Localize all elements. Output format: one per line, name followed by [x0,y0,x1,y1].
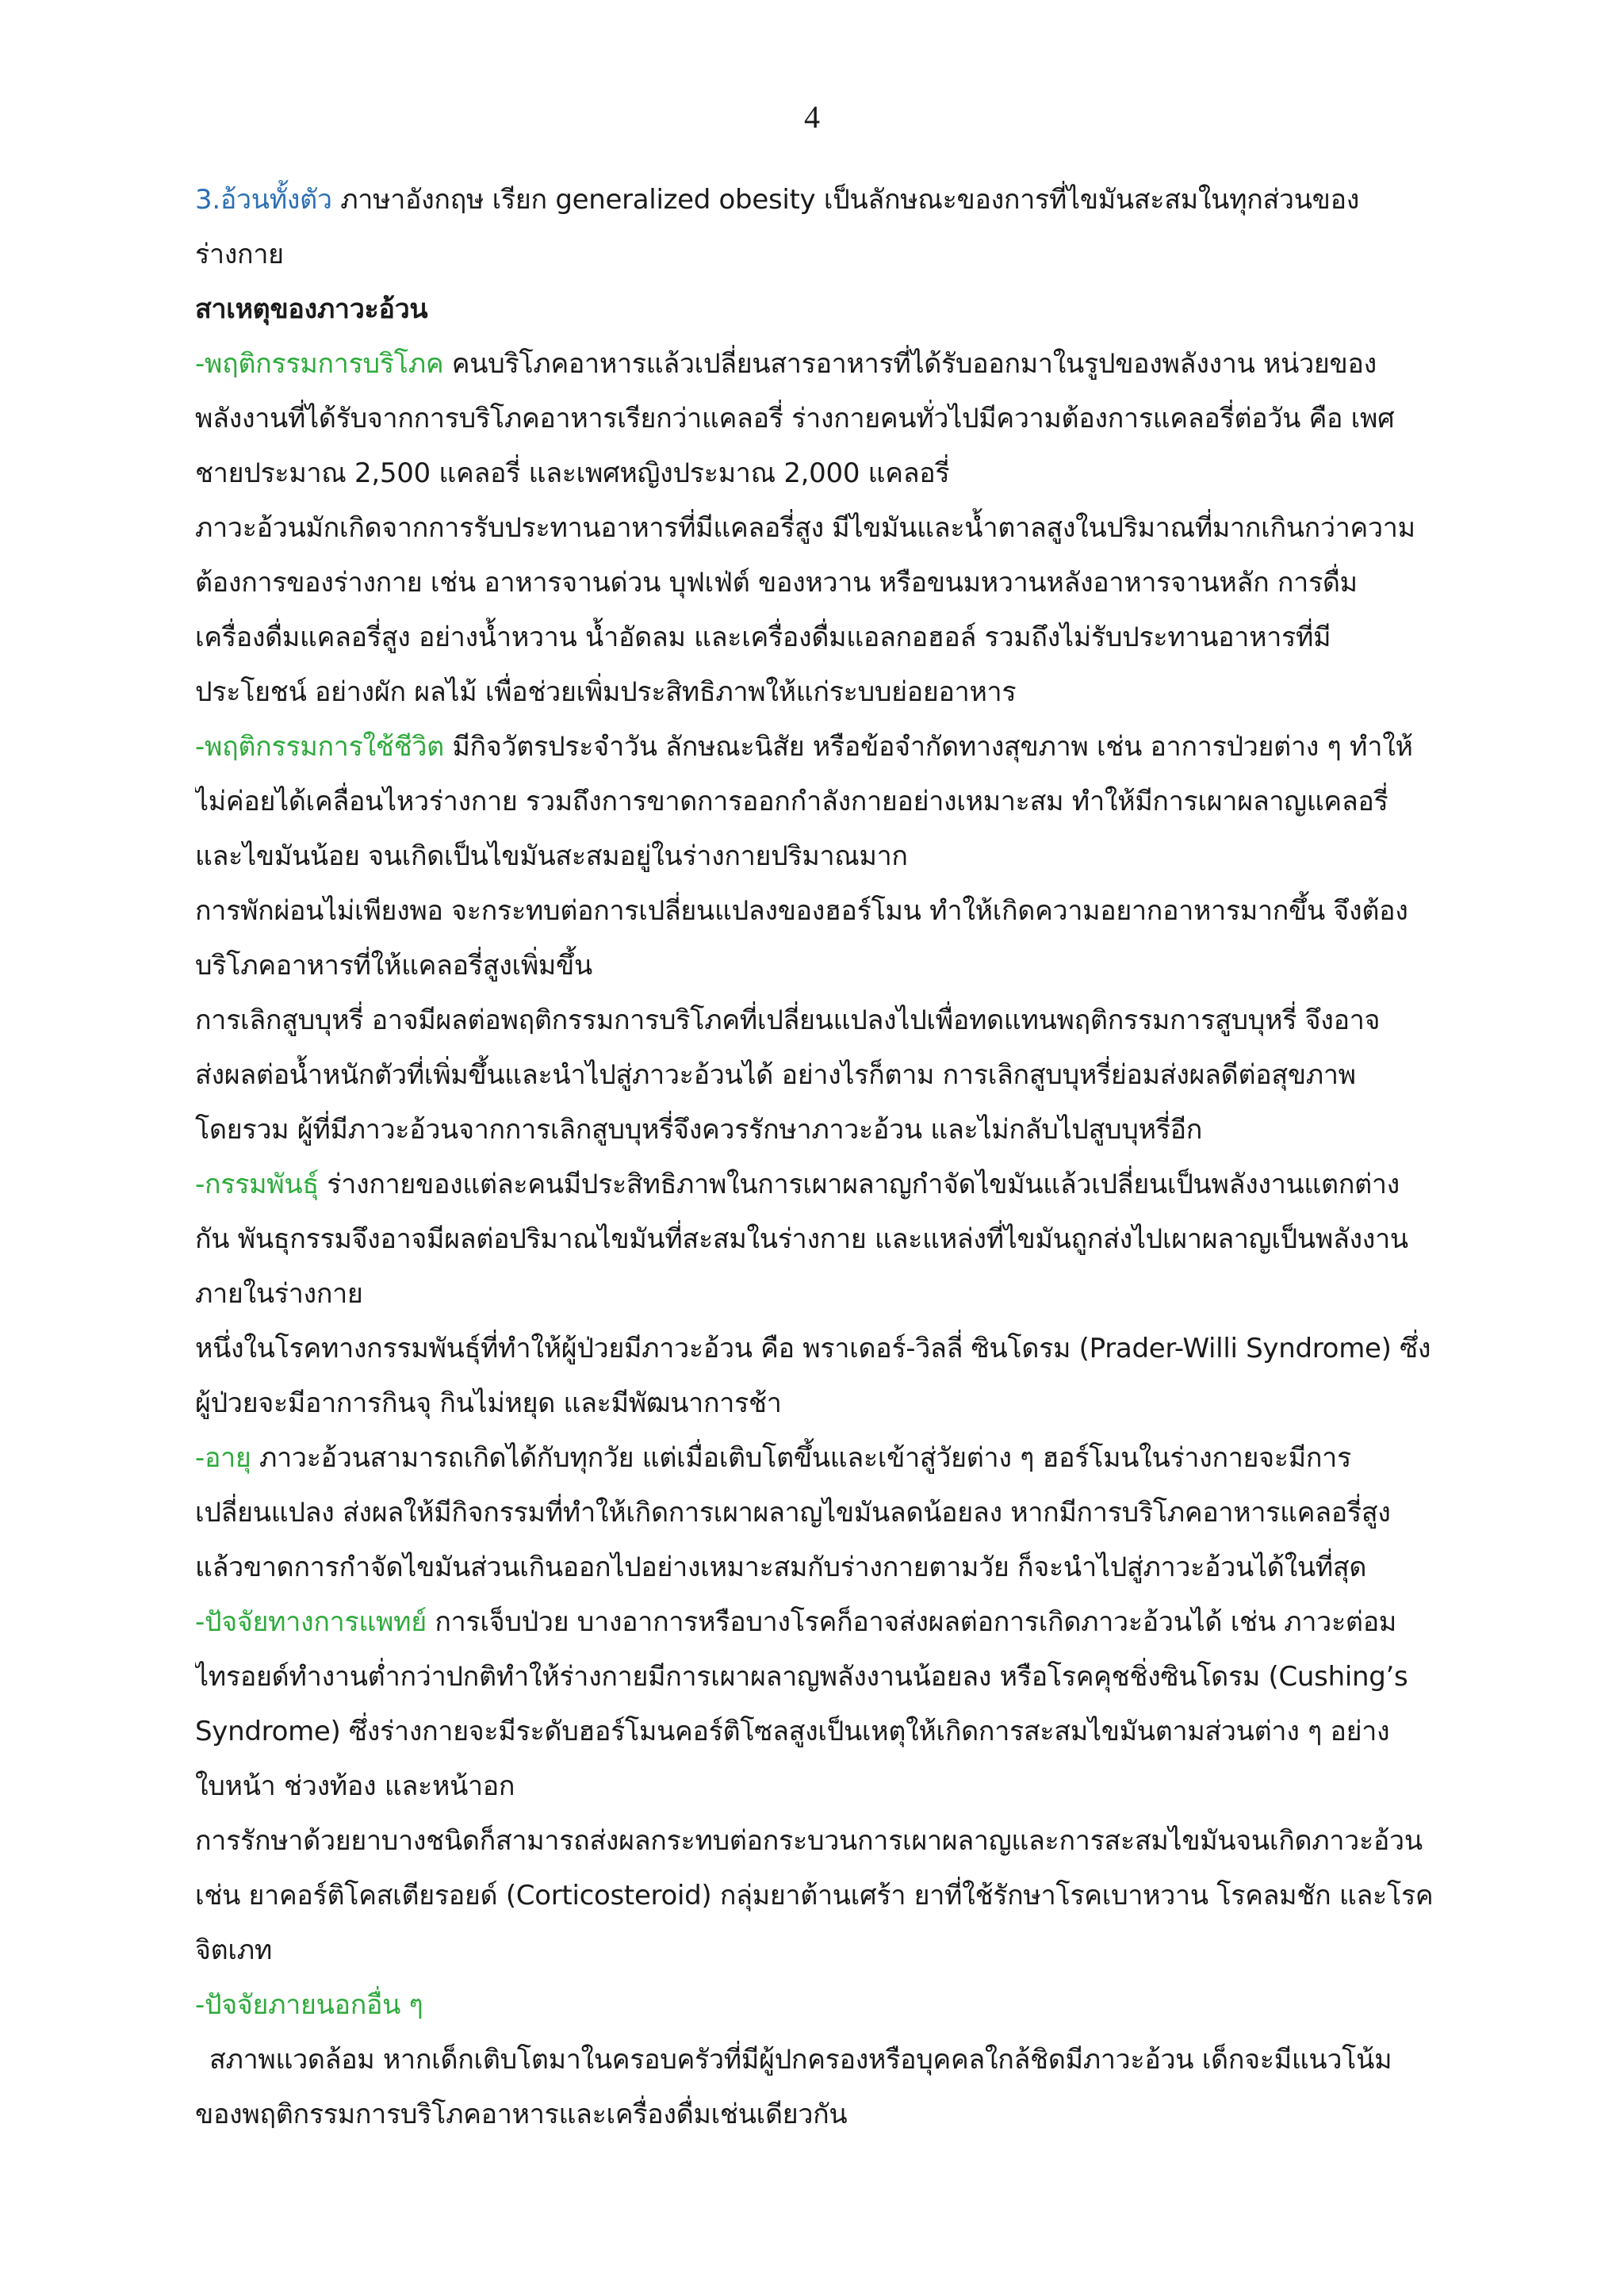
paragraph-line-with-label [195,720,1511,775]
line-text: โดยรวม ผู้ที่มีภาวะอ้วนจากการเลิกสูบบุหรี่จึงควรรักษาภาวะอ้วน และไม่กลับไปสูบบุหรี่อีก [195,1114,1203,1146]
line-text: มีกิจวัตรประจำวัน ลักษณะนิสัย หรือข้อจำกัดทางสุขภาพ เช่น อาการป่วยต่าง ๆ ทำให้ [443,731,1413,763]
paragraph-line [195,2087,1511,2142]
paragraph-line [195,228,1511,282]
line-text: ผู้ป่วยจะมีอาการกินจุ กินไม่หยุด และมีพัฒนาการช้า [195,1387,782,1419]
paragraph-line [195,1923,1511,1978]
line-text: บริโภคอาหารที่ให้แคลอรี่สูงเพิ่มขึ้น [195,950,592,982]
line-text: การพักผ่อนไม่เพียงพอ จะกระทบต่อการเปลี่ยนแปลงของฮอร์โมน ทำให้เกิดความอยากอาหารมากขึ้น จึงต้อง [195,895,1408,927]
paragraph-line [195,1540,1511,1595]
paragraph-line [195,939,1511,993]
line-text: เปลี่ยนแปลง ส่งผลให้มีกิจกรรมที่ทำให้เกิดการเผาผลาญไขมันลดน้อยลง หากมีการบริโภคอาหารแคลอรี่สูง [195,1497,1391,1529]
line-text: ภาษาอังกฤษ เรียก generalized obesity เป็นลักษณะของการที่ไขมันสะสมในทุกส่วนของ [331,184,1360,216]
line-text: ของพฤติกรรมการบริโภคอาหารและเครื่องดื่มเช่นเดียวกัน [195,2099,848,2130]
paragraph-line [195,1759,1511,1814]
line-text: ร่างกายของแต่ละคนมีประสิทธิภาพในการเผาผลาญกำจัดไขมันแล้วเปลี่ยนเป็นพลังงานแตกต่าง [318,1169,1400,1200]
line-text: หนึ่งในโรคทางกรรมพันธุ์ที่ทำให้ผู้ป่วยมีภาวะอ้วน คือ พราเดอร์-วิลลี่ ซินโดรม (Prader-Willi Syndrome) ซึ่ง [195,1333,1431,1364]
line-text: กัน พันธุกรรมจึงอาจมีผลต่อปริมาณไขมันที่สะสมในร่างกาย และแหล่งที่ไขมันถูกส่งไปเผาผลาญเป็นพลังงาน [195,1223,1408,1255]
paragraph-line [195,610,1511,665]
line-text: คนบริโภคอาหารแล้วเปลี่ยนสารอาหารที่ได้รับออกมาในรูปของพลังงาน หน่วยของ [443,348,1377,380]
document-body [195,173,1511,2142]
paragraph-line [195,884,1511,939]
line-text: การเลิกสูบบุหรี่ อาจมีผลต่อพฤติกรรมการบริโภคที่เปลี่ยนแปลงไปเพื่อทดแทนพฤติกรรมการสูบบุหรี่ จึงอาจ [195,1004,1381,1036]
paragraph-line [195,775,1511,829]
paragraph-line [195,1322,1511,1376]
paragraph-line [195,665,1511,720]
paragraph-line-with-label [195,1978,1511,2033]
paragraph-line [195,1103,1511,1158]
paragraph-line [195,1814,1511,1869]
line-text: ภาวะอ้วนสามารถเกิดได้กับทุกวัย แต่เมื่อเติบโตขึ้นและเข้าสู่วัยต่าง ๆ ฮอร์โมนในร่างกายจะมีการ [251,1442,1351,1474]
paragraph-line-with-label [195,1158,1511,1212]
paragraph-line-with-label [195,173,1511,228]
paragraph-line [195,446,1511,501]
line-text: สาเหตุของภาวะอ้วน [195,293,428,325]
paragraph-line [195,2033,1511,2087]
paragraph-line-with-label [195,337,1511,392]
line-text: ไม่ค่อยได้เคลื่อนไหวร่างกาย รวมถึงการขาดการออกกำลังกายอย่างเหมาะสม ทำให้มีการเผาผลาญแคลอรี่ [195,786,1388,817]
line-text: ชายประมาณ 2,500 แคลอรี่ และเพศหญิงประมาณ 2,000 แคลอรี่ [195,457,950,489]
line-text: ร่างกาย [195,239,284,270]
topic-label: -กรรมพันธุ์ [195,1169,319,1200]
paragraph-line [195,993,1511,1048]
line-text: เช่น ยาคอร์ติโคสเตียรอยด์ (Corticosteroid) กลุ่มยาต้านเศร้า ยาที่ใช้รักษาโรคเบาหวาน โรคลมชัก และโรค [195,1880,1434,1911]
topic-label: -ปัจจัยทางการแพทย์ [195,1606,427,1638]
line-text: ภายในร่างกาย [195,1278,363,1310]
paragraph-line [195,1267,1511,1322]
line-text: ภาวะอ้วนมักเกิดจากการรับประทานอาหารที่มีแคลอรี่สูง มีไขมันและน้ำตาลสูงในปริมาณที่มากเกินกว่าความ [195,512,1415,544]
paragraph-line [195,1705,1511,1759]
line-text: ต้องการของร่างกาย เช่น อาหารจานด่วน บุฟเฟ่ต์ ของหวาน หรือขนมหวานหลังอาหารจานหลัก การดื่ม [195,567,1358,599]
line-text: และไขมันน้อย จนเกิดเป็นไขมันสะสมอยู่ในร่างกายปริมาณมาก [195,840,908,872]
line-text: ใบหน้า ช่วงท้อง และหน้าอก [195,1770,515,1802]
line-text: พลังงานที่ได้รับจากการบริโภคอาหารเรียกว่าแคลอรี่ ร่างกายคนทั่วไปมีความต้องการแคลอรี่ต่อวัน คือ เพศ [195,403,1395,434]
paragraph-line [195,556,1511,610]
paragraph-line [195,1486,1511,1540]
paragraph-line [195,1048,1511,1103]
paragraph-line [195,1650,1511,1705]
paragraph-line-with-label [195,1595,1511,1650]
line-text: Syndrome) ซึ่งร่างกายจะมีระดับฮอร์โมนคอร์ติโซลสูงเป็นเหตุให้เกิดการสะสมไขมันตามส่วนต่าง ๆ อย่าง [195,1716,1390,1747]
paragraph-line [195,1376,1511,1431]
topic-label: 3.อ้วนทั้งตัว [195,184,332,216]
line-text: ประโยชน์ อย่างผัก ผลไม้ เพื่อช่วยเพิ่มประสิทธิภาพให้แก่ระบบย่อยอาหาร [195,676,1017,708]
line-text: การเจ็บป่วย บางอาการหรือบางโรคก็อาจส่งผลต่อการเกิดภาวะอ้วนได้ เช่น ภาวะต่อม [426,1606,1396,1638]
line-text: เครื่องดื่มแคลอรี่สูง อย่างน้ำหวาน น้ำอัดลม และเครื่องดื่มแอลกอฮอล์ รวมถึงไม่รับประทานอาหารที่มี [195,622,1331,653]
line-text: ไทรอยด์ทำงานต่ำกว่าปกติทำให้ร่างกายมีการเผาผลาญพลังงานน้อยลง หรือโรคคุชชิ่งซินโดรม (Cushing’s [195,1661,1408,1693]
paragraph-line [195,392,1511,446]
section-heading [195,282,1511,337]
line-text: ส่งผลต่อน้ำหนักตัวที่เพิ่มขึ้นและนำไปสู่ภาวะอ้วนได้ อย่างไรก็ตาม การเลิกสูบบุหรี่ย่อมส่งผลดีต่อสุขภาพ [195,1059,1356,1091]
line-text: สภาพแวดล้อม หากเด็กเติบโตมาในครอบครัวที่มีผู้ปกครองหรือบุคคลใกล้ชิดมีภาวะอ้วน เด็กจะมีแนวโน้ม [209,2044,1392,2076]
topic-label: -พฤติกรรมการบริโภค [195,348,444,380]
line-text: จิตเภท [195,1934,272,1966]
paragraph-line [195,829,1511,884]
line-text: แล้วขาดการกำจัดไขมันส่วนเกินออกไปอย่างเหมาะสมกับร่างกายตามวัย ก็จะนำไปสู่ภาวะอ้วนได้ในที่สุด [195,1552,1367,1583]
paragraph-line [195,1869,1511,1923]
topic-label: -ปัจจัยภายนอกอื่น ๆ [195,1989,423,2021]
paragraph-line [195,501,1511,556]
paragraph-line-with-label [195,1431,1511,1486]
line-text: การรักษาด้วยยาบางชนิดก็สามารถส่งผลกระทบต่อกระบวนการเผาผลาญและการสะสมไขมันจนเกิดภาวะอ้วน [195,1825,1423,1857]
paragraph-line [195,1212,1511,1267]
topic-label: -อายุ [195,1442,251,1474]
page-number: 4 [804,99,820,135]
topic-label: -พฤติกรรมการใช้ชีวิต [195,731,444,763]
